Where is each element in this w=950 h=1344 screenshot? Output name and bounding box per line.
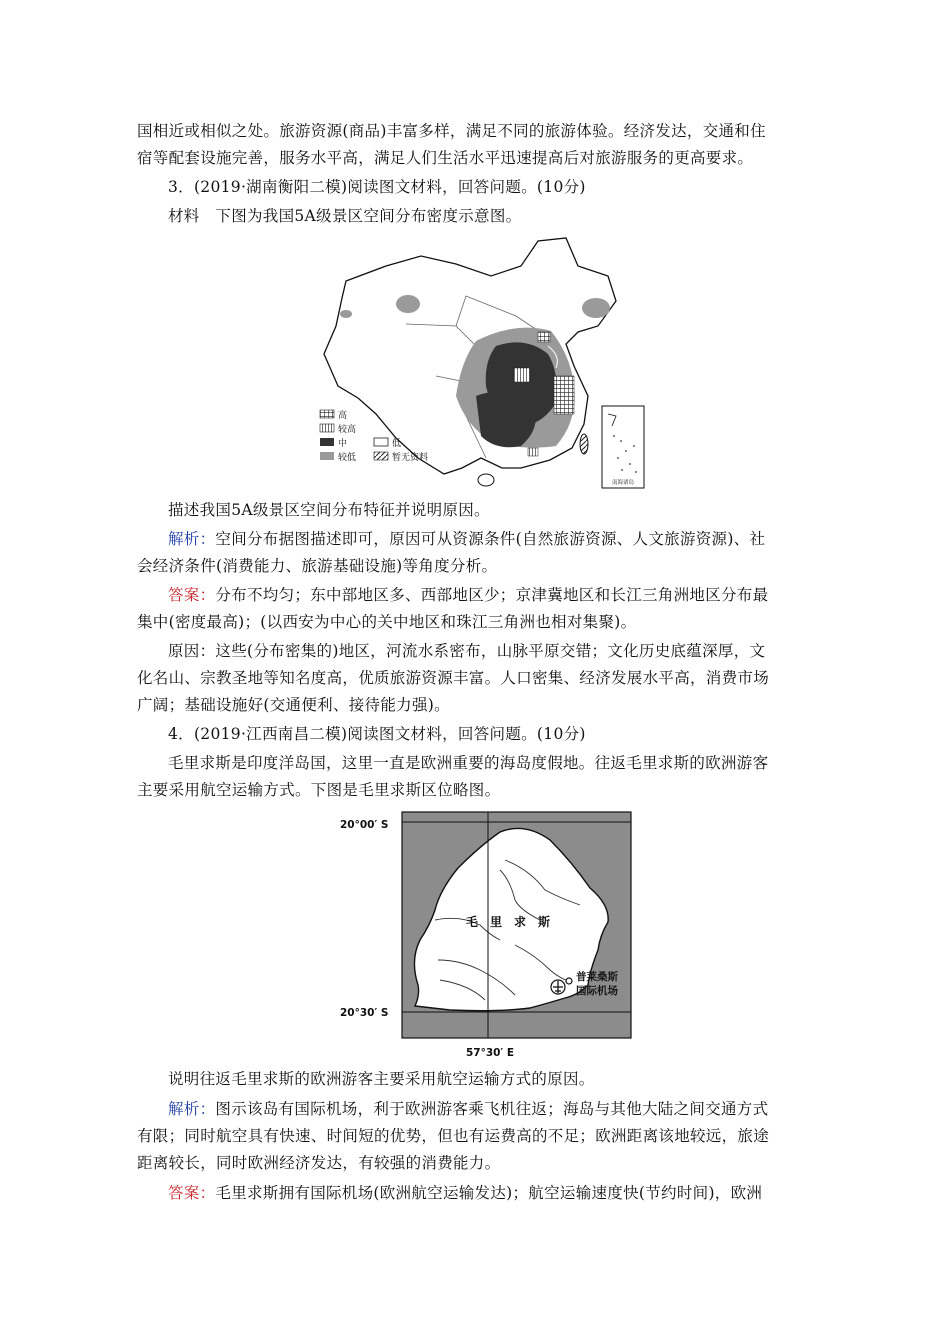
question-4-prompt: 说明往返毛里求斯的欧洲游客主要采用航空运输方式的原因。 [168,1070,595,1088]
question-4-material-line1: 毛里求斯是印度洋岛国，这里一直是欧洲重要的海岛度假地。往返毛里求斯的欧洲游客 [168,754,769,772]
question-3-reason-line2: 化名山、宗教圣地等知名度高，优质旅游资源丰富。人口密集、经济发展水平高，消费市场 [137,669,770,687]
answer-text: 分布不均匀；东中部地区多、西部地区少；京津冀地区和长江三角洲地区分布最 [215,586,769,604]
density-patch [514,368,530,382]
question-4-title: 4．(2019·江西南昌二模)阅读图文材料，回答问题。(10分) [168,725,586,743]
airport-label-line2: 国际机场 [576,985,618,997]
paragraph-continuation-line1: 国相近或相似之处。旅游资源(商品)丰富多样，满足不同的旅游体验。经济发达，交通和住 [137,122,766,140]
question-3-answer-line1 [137,582,817,609]
question-3-answer-line2: 集中(密度最高)；(以西安为中心的关中地区和珠江三角洲也相对集聚)。 [137,613,637,631]
latitude-label-bottom: 20°30′ S [340,1007,389,1019]
legend-label-fairly-high: 较高 [338,425,357,435]
density-patch [476,392,536,447]
analysis-label: 解析： [168,1100,216,1118]
question-3-material: 材料 下图为我国5A级景区空间分布密度示意图。 [168,207,522,225]
question-3-prompt: 描述我国5A级景区空间分布特征并说明原因。 [168,501,490,519]
density-patch [538,332,550,342]
answer-text: 毛里求斯拥有国际机场(欧洲航空运输发达)；航空运输速度快(节约时间)，欧洲 [215,1184,763,1202]
south-china-sea-inset [602,406,644,488]
question-3-reason-line1: 原因：这些(分布密集的)地区，河流水系密布，山脉平原交错；文化历史底蕴深厚，文 [168,642,766,660]
longitude-label: 57°30′ E [465,1047,515,1059]
question-4-analysis-line3: 距离较长，同时欧洲经济发达，有较强的消费能力。 [137,1154,501,1172]
airport-location-dot [566,978,572,984]
question-3-reason-line3: 广阔；基础设施好(交通便利、接待能力强)。 [137,696,450,714]
paragraph-continuation-line2: 宿等配套设施完善，服务水平高，满足人们生活水平迅速提高后对旅游服务的更高要求。 [137,149,754,167]
question-3-analysis-line2: 会经济条件(消费能力、旅游基础设施)等角度分析。 [137,557,498,575]
density-patch [582,298,610,318]
island-name-label: 毛 里 求 斯 [466,915,551,929]
mauritius-location-map [340,810,635,1062]
analysis-label: 解析： [168,530,216,548]
inset-label: 南海诸岛 [611,480,635,486]
legend-label-medium: 中 [338,439,348,449]
question-4-material-line2: 主要采用航空运输方式。下图是毛里求斯区位略图。 [137,781,501,799]
legend-label-fairly-low: 较低 [338,453,357,463]
question-4-analysis-line1 [137,1096,817,1123]
answer-label: 答案： [168,586,216,604]
airport-label-line1: 普莱桑斯 [576,971,618,983]
question-3-analysis-line1 [137,526,817,553]
density-patch [554,376,574,414]
density-patch [340,310,352,318]
question-4-answer-line1 [137,1180,817,1207]
density-patch [396,295,420,313]
legend-label-high: 高 [338,411,348,421]
china-5a-density-map [316,236,646,494]
legend-label-no-data: 暂无资料 [392,453,429,463]
analysis-text: 空间分布据图描述即可，原因可从资源条件(自然旅游资源、人文旅游资源)、社 [215,530,766,548]
density-patch [528,448,538,456]
answer-label: 答案： [168,1184,216,1202]
legend-label-low: 低 [392,439,402,449]
question-3-title: 3．(2019·湖南衡阳二模)阅读图文材料，回答问题。(10分) [168,178,586,196]
question-4-analysis-line2: 有限；同时航空具有快速、时间短的优势，但也有运费高的不足；欧洲距离该地较远，旅途 [137,1127,770,1145]
latitude-label-top: 20°00′ S [340,819,389,831]
analysis-text: 图示该岛有国际机场，利于欧洲游客乘飞机往返；海岛与其他大陆之间交通方式 [215,1100,769,1118]
